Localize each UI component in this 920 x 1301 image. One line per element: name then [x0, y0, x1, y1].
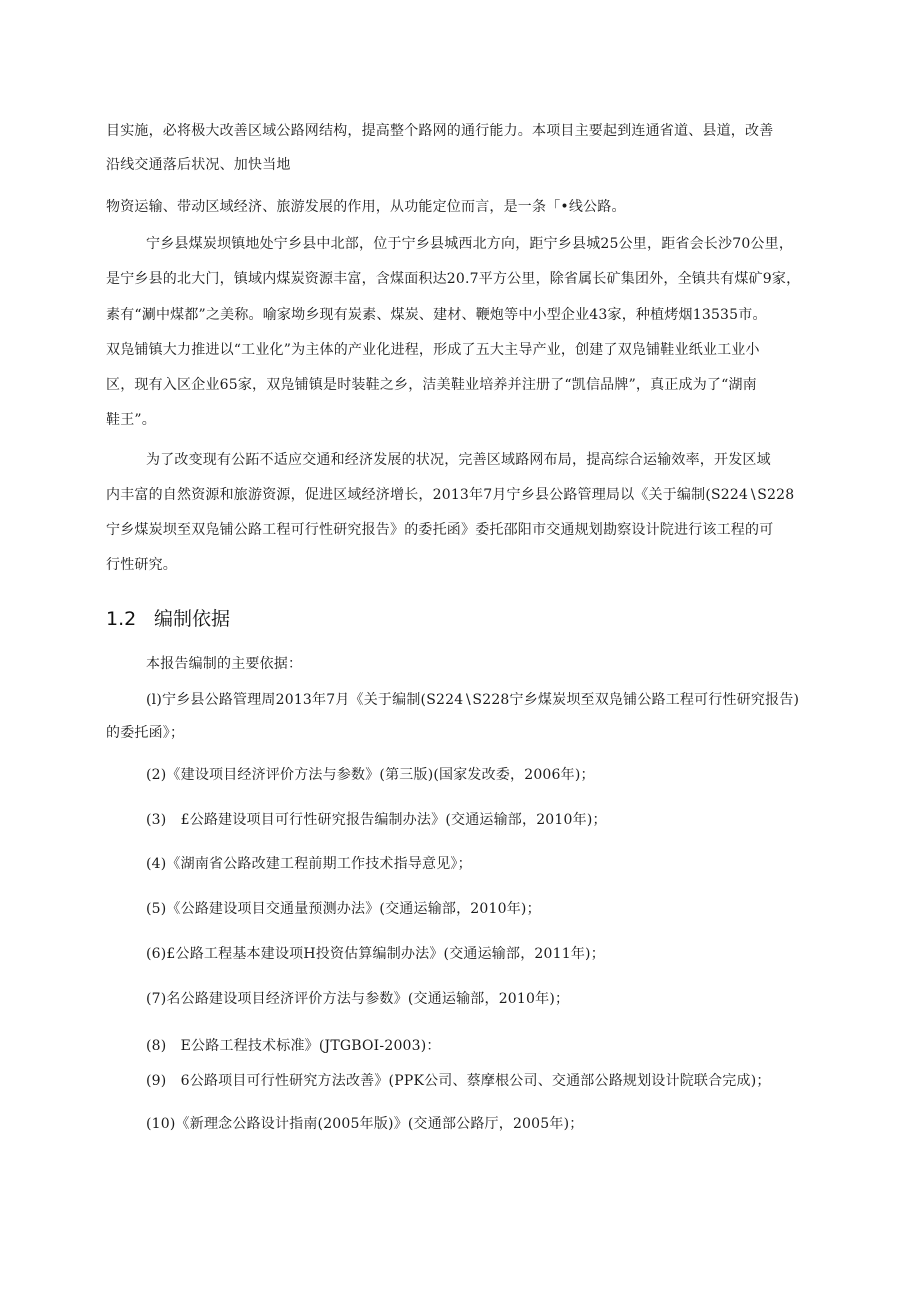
paragraph-line: 双凫铺镇大力推进以“工业化”为主体的产业化进程，形成了五大主导产业，创建了双凫铺鞋业纸业工业小	[106, 342, 760, 358]
list-item-line: 的委托函》；	[106, 725, 185, 741]
paragraph-line: 是宁乡县的北大门，镇域内煤炭资源丰富，含煤面积达20.7平方公里，除省属长矿集团外，全镇共有煤矿9家，	[106, 271, 801, 287]
basis-item-10: (10)《新理念公路设计指南(2005年版)》(交通部公路厅，2005年)；	[146, 1116, 584, 1132]
basis-intro: 本报告编制的主要依据：	[146, 656, 303, 672]
paragraph-line: 鞋王”。	[106, 412, 156, 428]
paragraph-line: 内丰富的自然资源和旅游资源，促进区域经济增长，2013年7月宁乡县公路管理局以《关于编制(S224∖S228	[106, 487, 795, 503]
paragraph-line: 目实施，必将极大改善区域公路网结构，提高整个路网的通行能力。本项目主要起到连通省道、县道，改善	[106, 123, 774, 139]
basis-item-5: (5)《公路建设项目交通量预测办法》(交通运输部，2010年)；	[146, 901, 541, 917]
basis-item-4: (4)《湖南省公路改建工程前期工作技术指导意见》；	[146, 856, 472, 872]
paragraph-line: 素有“涮中煤都”之美称。喻家坳乡现有炭素、煤炭、建材、鞭炮等中小型企业43家，种植烤烟13535市。	[106, 307, 767, 323]
basis-item-6: (6)£公路工程基本建设项H投资估算编制办法》(交通运输部，2011年)；	[146, 946, 605, 962]
paragraph-line: 宁乡县煤炭坝镇地处宁乡县中北部，位于宁乡县城西北方向，距宁乡县城25公里，距省会长沙70公里，	[146, 236, 794, 252]
paragraph-line: 为了改变现有公跖不适应交通和经济发展的状况，完善区域路网布局，提高综合运输效率，开发区域	[146, 452, 771, 468]
paragraph-line: 物资运输、带动区域经济、旅游发展的作用，从功能定位而言，是一条「•线公路。	[106, 199, 626, 215]
basis-item-7: (7)名公路建设项目经济评价方法与参数》(交通运输部，2010年)；	[146, 991, 570, 1007]
paragraph-line: 宁乡煤炭坝至双凫铺公路工程可行性研究报告》的委托函》委托邵阳市交通规划勘察设计院进行该工程的可	[106, 522, 774, 538]
paragraph-line: 区，现有入区企业65家，双凫铺镇是时装鞋之乡，洁美鞋业培养并注册了“凯信品牌”，真正成为了“湖南	[106, 377, 757, 393]
section-heading	[106, 606, 230, 632]
list-item-line: (l)宁乡县公路管理周2013年7月《关于编制(S224∖S228宁乡煤炭坝至双凫铺公路工程可行性研究报告)	[146, 692, 800, 708]
paragraph-line: 行性研究。	[106, 557, 177, 573]
section-title: 编制依据	[154, 608, 231, 630]
basis-item-9: (9) 6公路项目可行性研究方法改善》(PPK公司、蔡摩根公司、交通部公路规划设计院联合完成)；	[146, 1073, 771, 1089]
paragraph-line: 沿线交通落后状况、加快当地	[106, 157, 291, 173]
section-number: 1.2	[106, 608, 137, 630]
basis-item-2: (2)《建设项目经济评价方法与参数》(第三版)(国家发改委，2006年)；	[146, 767, 595, 783]
basis-item-3: (3) £公路建设项目可行性研究报告编制办法》(交通运输部，2010年)；	[146, 812, 607, 828]
basis-item-8: (8) E公路工程技术标准》(JTGBOI-2003)：	[146, 1038, 441, 1054]
